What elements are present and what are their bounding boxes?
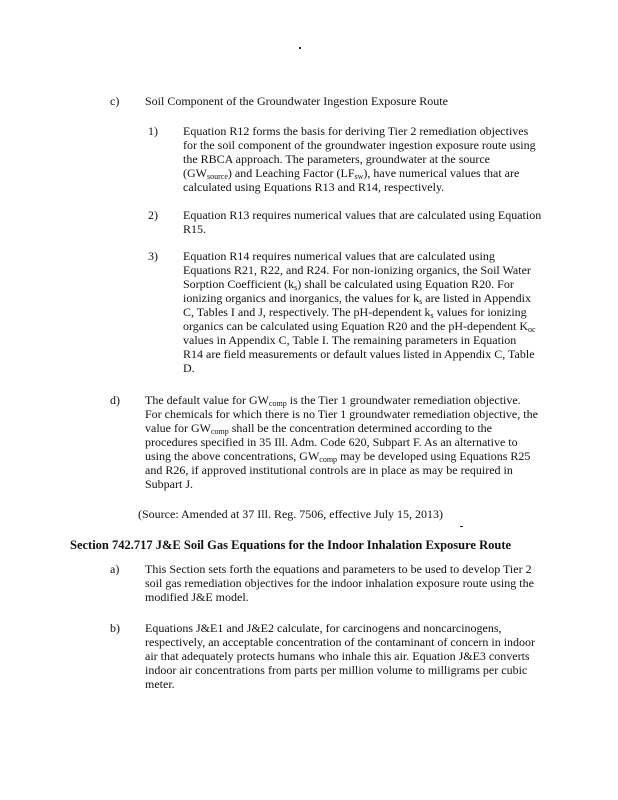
text-line: air that adequately protects humans who inhale this air. Equation J&E3 converts [145, 649, 530, 663]
text-line: C, Tables I and J, respectively. The pH-dependent $k_s$ values for ionizing [183, 305, 527, 320]
text-line: for the soil component of the groundwater ingestion exposure route using [183, 138, 536, 152]
item-label: 2) [148, 208, 158, 222]
text-line: Soil Component of the Groundwater Ingestion Exposure Route [145, 94, 448, 108]
item-label: b) [110, 621, 120, 635]
text-line: Subpart J. [145, 477, 193, 491]
text-line: The default value for $GW_{comp}$ is the Tier 1 groundwater remediation objective. [145, 393, 521, 408]
text-line: For chemicals for which there is no Tier 1 groundwater remediation objective, the [145, 407, 538, 421]
text-line: Equations J&E1 and J&E2 calculate, for carcinogens and noncarcinogens, [145, 621, 502, 635]
text-line: (Source: Amended at 37 Ill. Reg. 7506, effective July 15, 2013) [138, 507, 444, 521]
text-line: calculated using Equations R13 and R14, respectively. [183, 180, 445, 194]
text-line: ionizing organics and inorganics, the values for $k_s$ are listed in Appendix [183, 291, 531, 306]
item-label: c) [110, 94, 120, 108]
text-line: soil gas remediation objectives for the indoor inhalation exposure route using the [145, 576, 534, 590]
text-line: Equation R13 requires numerical values that are calculated using Equation [183, 208, 542, 222]
section-heading: Section 742.717 J&E Soil Gas Equations for the Indoor Inhalation Exposure Route [70, 538, 512, 552]
text-line: using the above concentrations, $GW_{comp}$ may be developed using Equations R25 [145, 449, 531, 464]
scan-speck [299, 47, 301, 49]
text-line: Equations R21, R22, and R24. For non-ionizing organics, the Soil Water [183, 263, 531, 277]
text-line: the RBCA approach. The parameters, groundwater at the source [183, 152, 491, 166]
text-line: This Section sets forth the equations and parameters to be used to develop Tier 2 [145, 562, 532, 576]
item-label: 3) [148, 249, 158, 263]
text-line: respectively, an acceptable concentration of the contaminant of concern in indoor [145, 635, 536, 649]
text-line: R15. [183, 222, 207, 236]
text-line: values in Appendix C, Table I. The remaining parameters in Equation [183, 333, 517, 347]
text-line: modified J&E model. [145, 590, 249, 604]
text-line: Equation R14 requires numerical values that are calculated using [183, 249, 495, 263]
text-line: R14 are field measurements or default values listed in Appendix C, Table [183, 347, 535, 361]
text-line: D. [183, 361, 195, 375]
item-label: a) [110, 562, 120, 576]
text-line: Equation R12 forms the basis for deriving Tier 2 remediation objectives [183, 124, 529, 138]
text-line: $(GW_{source})$ and Leaching Factor $(LF_{sw})$, have numerical values that are [183, 166, 520, 181]
text-line: meter. [145, 677, 175, 691]
item-label: 1) [148, 124, 158, 138]
scan-speck [460, 526, 463, 527]
text-line: procedures specified in 35 Ill. Adm. Code 620, Subpart F. As an alternative to [145, 435, 518, 449]
item-label: d) [110, 393, 120, 407]
text-line: Sorption Coefficient $(k_s)$ shall be calculated using Equation R20. For [183, 277, 514, 292]
text-line: and R26, if approved institutional controls are in place as may be required in [145, 463, 513, 477]
text-line: organics can be calculated using Equation R20 and the pH-dependent $K_{oc}$ [183, 319, 536, 334]
text-line: value for $GW_{comp}$ shall be the concentration determined according to the [145, 421, 492, 436]
text-line: indoor air concentrations from parts per million volume to milligrams per cubic [145, 663, 528, 677]
